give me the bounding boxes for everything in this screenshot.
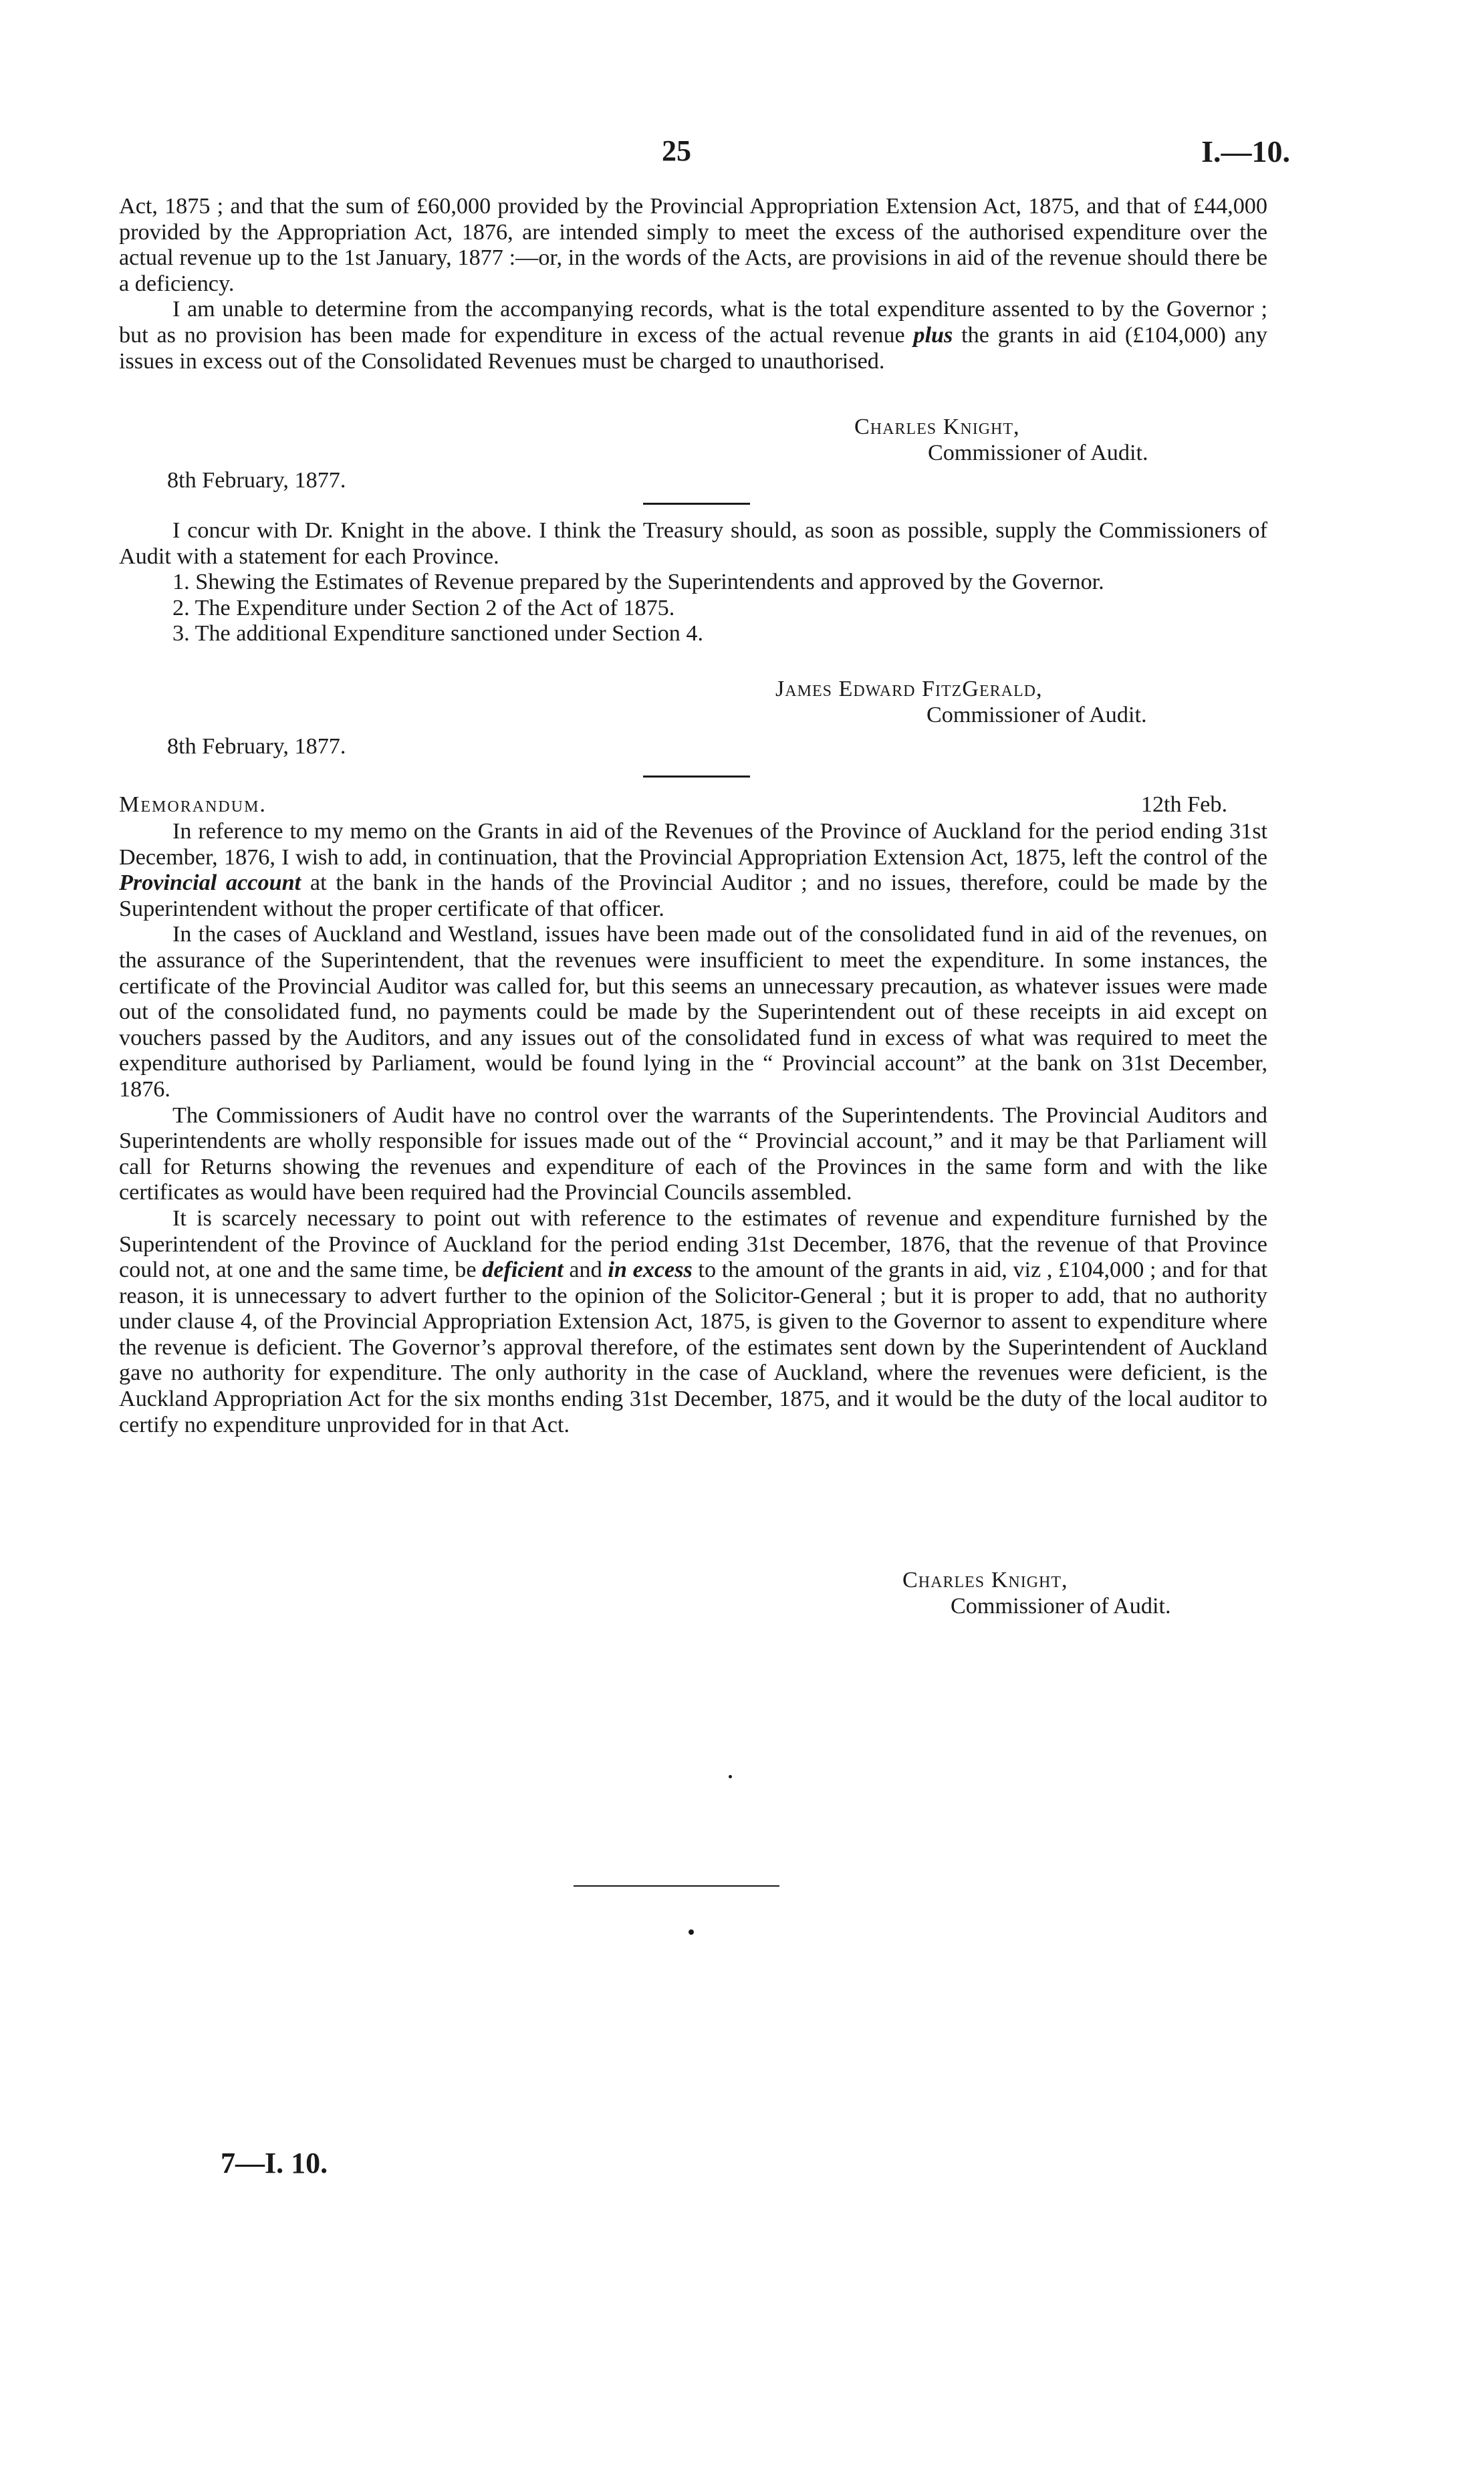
paragraph-act-continuation: Act, 1875 ; and that the sum of £60,000 provided by the Provincial Appropriation Extension Act, 1875, and that of £44,000 provided by the Appropriation Act, 1876, are intended simply to meet the excess of the authorised expenditure over the actual revenue up to the 1st January, 1877 :—or, in the words of the Acts, are provisions in aid of the revenue should there be a deficiency. bbox=[119, 194, 1267, 296]
signatory-name: James Edward FitzGerald, bbox=[775, 677, 1043, 701]
opening-text bbox=[119, 194, 1267, 374]
memo-p1-text-a: In reference to my memo on the Grants in aid of the Revenues of the Province of Auckland for the period ending 31st December, 1876, I wish to add, in continuation, that the Provincial Appropriation Extension Act, 1875, left the control of the bbox=[119, 819, 1267, 870]
date-1: 8th February, 1877. bbox=[167, 468, 346, 493]
memo-paragraph-2: In the cases of Auckland and Westland, issues have been made out of the consolidated fund in aid of the revenues, on the assurance of the Superintendent, that the revenues were insufficient to meet the expenditure. In some instances, the certificate of the Provincial Auditor was called for, but this seems an unnecessary precaution, as whatever issues were made out of the consolidated fund, no payments could be made by the Superintendent out of these receipts in aid except on vouchers passed by the Auditors, and any issues out of the consolidated fund in excess of what was required to meet the expenditure authorised by Parliament, would be found lying in the “ Provincial account” at the bank on 31st December, 1876. bbox=[119, 922, 1267, 1102]
paragraph-expenditure-b: the grants in aid (£104,000) any issues in excess out of the Consolidated Revenues must be charged to unauthorised. bbox=[119, 322, 1267, 374]
document-reference: I.—10. bbox=[1201, 134, 1290, 168]
signatory-title: Commissioner of Audit. bbox=[928, 440, 1148, 465]
ink-dot bbox=[689, 1929, 694, 1935]
list-item-2: 2. The Expenditure under Section 2 of the Act of 1875. bbox=[172, 595, 675, 620]
signatory-name: Charles Knight, bbox=[854, 414, 1020, 439]
signature-reference: 7—I. 10. bbox=[221, 2147, 328, 2179]
deficient-italic: deficient bbox=[482, 1258, 564, 1283]
divider bbox=[643, 503, 750, 505]
signature-knight-2 bbox=[902, 1568, 1171, 1619]
memo-p4-text-a: It is scarcely necessary to point out with reference to the estimates of revenue and expenditure furnished by the Superintendent of the Province of Auckland for the period ending 31st December, 1876, that the revenue of that Province could not, at one and the same time, be bbox=[119, 1205, 1267, 1283]
memo-p4-and: and bbox=[563, 1258, 608, 1283]
ink-dot bbox=[729, 1775, 732, 1778]
signature-fitzgerald bbox=[775, 677, 1147, 728]
in-excess-italic: in excess bbox=[608, 1258, 693, 1283]
memo-p4-text-b: to the amount of the grants in aid, viz , £104,000 ; and for that reason, it is unnecessary to advert further to the opinion of the Solicitor-General ; but it is proper to add, that no authority under clause 4, of the Provincial Appropriation Extension Act, 1875, is given to the Governor to assent to expenditure where the revenue is deficient. The Governor’s approval therefore, of the estimates sent down by the Superintendent of Auckland gave no authority for expenditure. The only authority in the case of Auckland, where the revenues were deficient, is the Auckland Appropriation Act for the six months ending 31st December, 1875, and it would be the duty of the local auditor to certify no expenditure unprovided for in that Act. bbox=[119, 1258, 1267, 1437]
date-2: 8th February, 1877. bbox=[167, 734, 346, 759]
paragraph-expenditure bbox=[119, 297, 1267, 374]
provincial-account-italic: Provincial account bbox=[119, 870, 301, 896]
closing-rule bbox=[574, 1885, 779, 1887]
memorandum-body bbox=[119, 819, 1267, 1438]
paragraph-concur: I concur with Dr. Knight in the above. I think the Treasury should, as soon as possible, supply the Commissioners of Audit with a statement for each Province. bbox=[119, 518, 1267, 569]
signatory-title: Commissioner of Audit. bbox=[926, 702, 1147, 727]
signature-knight-1 bbox=[854, 414, 1148, 466]
concurrence-text bbox=[119, 518, 1267, 647]
signatory-name: Charles Knight, bbox=[902, 1568, 1068, 1592]
signatory-title: Commissioner of Audit. bbox=[951, 1593, 1171, 1619]
memo-paragraph-4 bbox=[119, 1206, 1267, 1438]
paragraph-expenditure-a: I am unable to determine from the accompanying records, what is the total expenditure assented to by the Governor ; but as no provision has been made for expenditure in excess of the actual revenue bbox=[119, 297, 1267, 348]
memorandum-heading bbox=[119, 792, 1267, 818]
list-item-3: 3. The additional Expenditure sanctioned under Section 4. bbox=[172, 621, 704, 646]
memorandum-date: 12th Feb. bbox=[1140, 792, 1227, 817]
page-number: 25 bbox=[662, 134, 691, 167]
memo-paragraph-3: The Commissioners of Audit have no control over the warrants of the Superintendents. The Provincial Auditors and Superintendents are wholly responsible for issues made out of the “ Provincial account,” and it may be that Parliament will call for Returns showing the revenues and expenditure of each of the Provinces in the same form and with the like certificates as would have been required had the Provincial Councils assembled. bbox=[119, 1102, 1267, 1205]
memo-paragraph-1 bbox=[119, 819, 1267, 922]
plus-word: plus bbox=[913, 322, 953, 348]
memorandum-label: Memorandum. bbox=[119, 792, 267, 817]
list-item-1: 1. Shewing the Estimates of Revenue prepared by the Superintendents and approved by the Governor. bbox=[172, 570, 1104, 595]
memo-p1-text-b: at the bank in the hands of the Provincial Auditor ; and no issues, therefore, could be made by the Superintendent without the proper certificate of that officer. bbox=[119, 870, 1267, 921]
divider bbox=[643, 776, 750, 778]
